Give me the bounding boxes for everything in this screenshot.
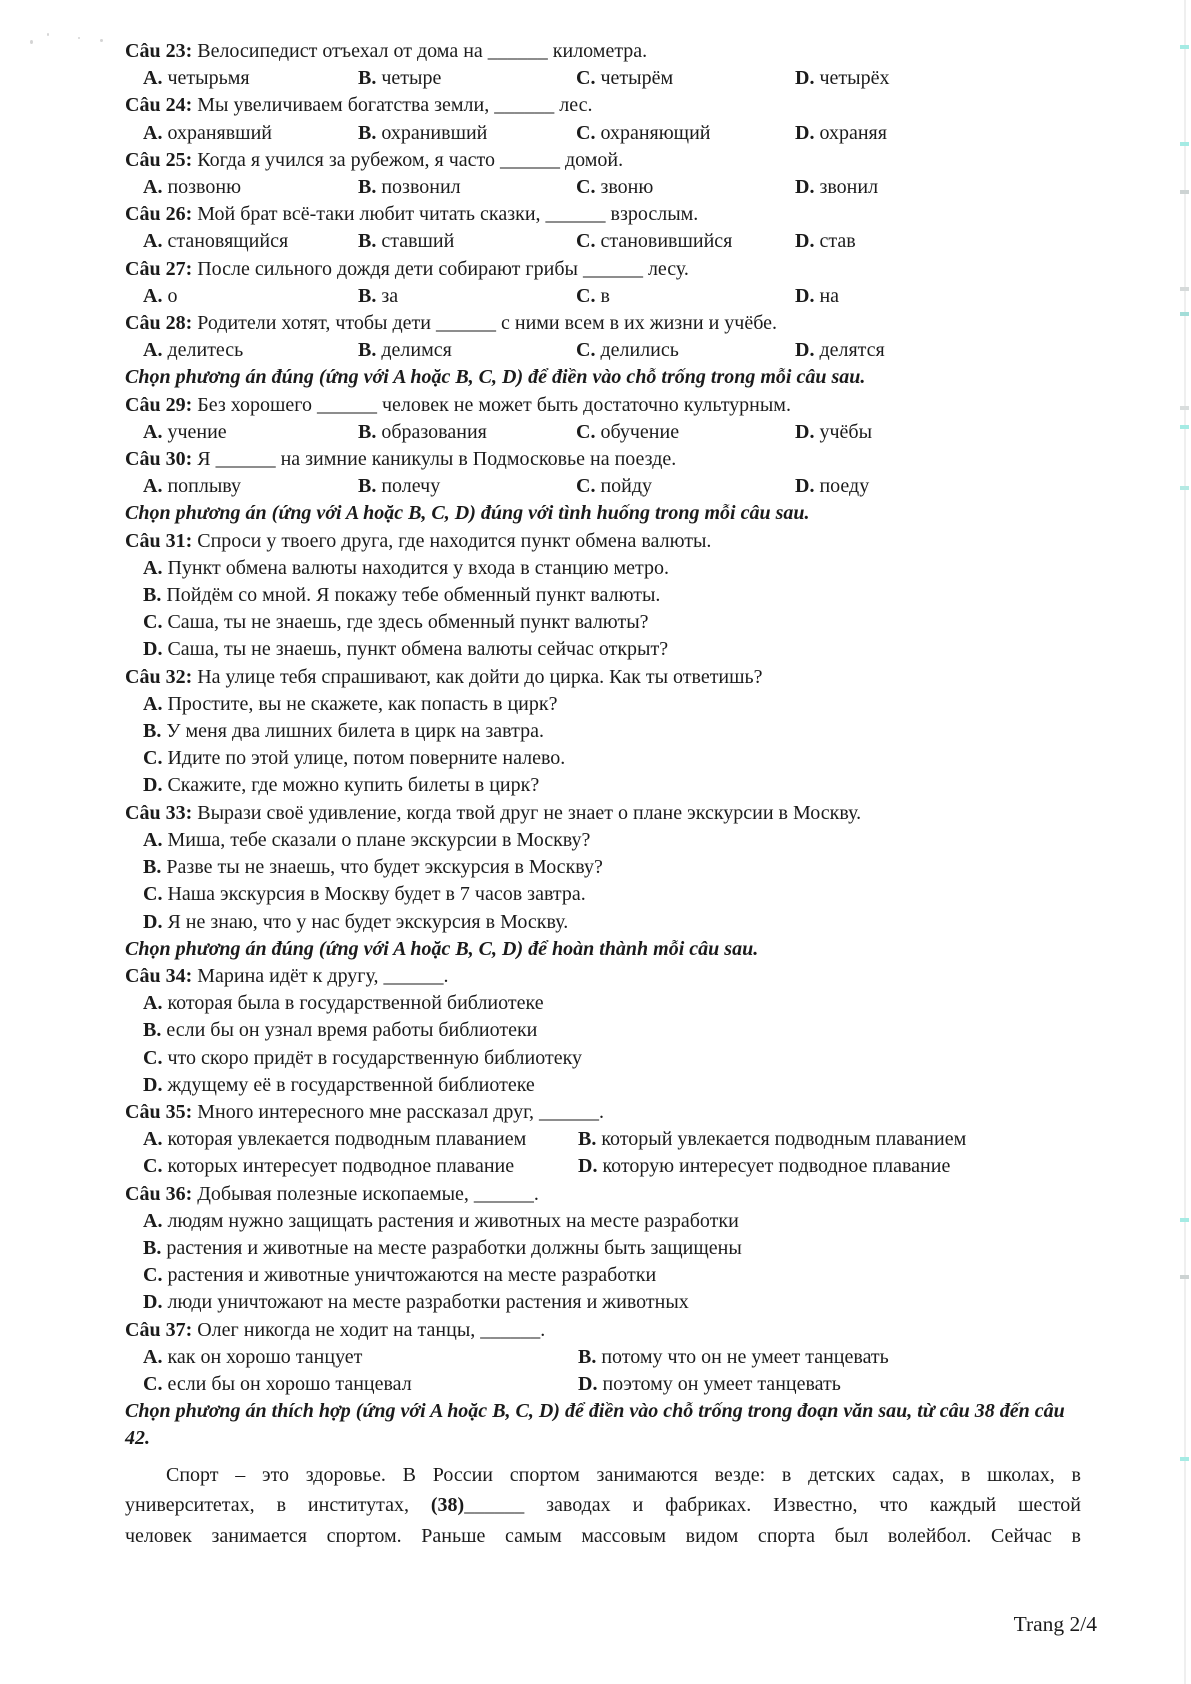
- option-letter: D.: [795, 475, 815, 498]
- option-text: поплыву: [167, 475, 242, 498]
- option-text: Наша экскурсия в Москву будет в 7 часов завтра.: [167, 883, 586, 906]
- options-row: [125, 419, 1081, 446]
- option-text: Идите по этой улице, потом поверните налево.: [167, 747, 566, 770]
- scan-speck: [100, 39, 103, 42]
- question-number: Câu 32:: [125, 665, 193, 688]
- option-letter: C.: [143, 747, 163, 770]
- option-b: [358, 337, 576, 364]
- question-text: Вырази своё удивление, когда твой друг не знает о плане экскурсии в Москву.: [197, 801, 862, 824]
- option-c: [125, 1262, 1081, 1289]
- option-text: охранявший: [167, 121, 272, 144]
- option-text: становящийся: [167, 230, 289, 253]
- option-b: [358, 283, 576, 310]
- option-d: [125, 636, 1081, 663]
- option-letter: C.: [576, 284, 596, 307]
- option-text: Саша, ты не знаешь, пункт обмена валюты сейчас открыт?: [167, 638, 669, 661]
- question-text: На улице тебя спрашивают, как дойти до цирка. Как ты ответишь?: [197, 665, 763, 688]
- scan-edge-tick: [1180, 406, 1189, 410]
- question-number: Câu 37:: [125, 1318, 193, 1341]
- option-text: в: [600, 284, 610, 307]
- question-25: [125, 147, 1081, 201]
- question-32: [125, 664, 1081, 800]
- question-number: Câu 36:: [125, 1182, 193, 1205]
- question-stem: [125, 800, 1081, 827]
- option-letter: A.: [143, 828, 163, 851]
- option-text: Скажите, где можно купить билеты в цирк?: [167, 774, 540, 797]
- option-b: [358, 228, 576, 255]
- option-letter: B.: [358, 339, 377, 362]
- option-text: У меня два лишних билета в цирк на завтра.: [166, 720, 544, 743]
- option-d: [795, 228, 1081, 255]
- passage-line: человек занимается спортом. Раньше самым массовым видом спорта был волейбол. Сейчас в: [125, 1524, 1081, 1547]
- option-text: Пункт обмена валюты находится у входа в станцию метро.: [167, 556, 670, 579]
- options-row: [125, 228, 1081, 255]
- section-heading-complete: Chọn phương án đúng (ứng với A hoặc B, C, D) để hoàn thành mỗi câu sau.: [125, 937, 759, 960]
- option-letter: A.: [143, 176, 163, 199]
- question-number: Câu 30:: [125, 448, 193, 471]
- question-number: Câu 26:: [125, 203, 193, 226]
- question-stem: [125, 1099, 1081, 1126]
- option-d: [795, 419, 1081, 446]
- option-c: [576, 473, 795, 500]
- question-number: Câu 34:: [125, 964, 193, 987]
- option-text: если бы он узнал время работы библиотеки: [166, 1019, 538, 1042]
- options-row: [125, 283, 1081, 310]
- option-text: позвонил: [381, 176, 461, 199]
- option-letter: B.: [143, 1236, 162, 1259]
- option-b: [125, 582, 1081, 609]
- option-letter: A.: [143, 1128, 163, 1151]
- section-heading-fill-blank: Chọn phương án đúng (ứng với A hoặc B, C, D) để điền vào chỗ trống trong mỗi câu sau.: [125, 366, 866, 389]
- question-28: [125, 310, 1081, 364]
- option-text: как он хорошо танцует: [167, 1345, 363, 1368]
- question-number: Câu 28:: [125, 312, 193, 335]
- option-text: образования: [381, 420, 487, 443]
- option-letter: C.: [576, 121, 596, 144]
- option-letter: D.: [795, 284, 815, 307]
- question-text: Без хорошего ______ человек не может быть достаточно культурным.: [197, 393, 791, 416]
- question-stem: [125, 310, 1081, 337]
- option-a: [143, 419, 358, 446]
- option-text: Саша, ты не знаешь, где здесь обменный пункт валюты?: [167, 611, 649, 634]
- option-d: [578, 1153, 1081, 1180]
- option-text: если бы он хорошо танцевал: [167, 1372, 412, 1395]
- option-text: звоню: [600, 176, 654, 199]
- option-text: которая была в государственной библиотеке: [167, 992, 544, 1015]
- option-a: [125, 990, 1081, 1017]
- option-letter: B.: [358, 176, 377, 199]
- option-text: охраняющий: [600, 121, 711, 144]
- question-text: Велосипедист отъехал от дома на ______ километра.: [197, 40, 648, 62]
- question-number: Câu 25:: [125, 148, 193, 171]
- option-letter: D.: [795, 67, 815, 90]
- option-text: становившийся: [600, 230, 733, 253]
- option-a: [125, 555, 1081, 582]
- option-letter: B.: [578, 1345, 597, 1368]
- option-text: охранивший: [381, 121, 488, 144]
- question-stem: [125, 256, 1081, 283]
- question-text: Олег никогда не ходит на танцы, ______.: [197, 1318, 546, 1341]
- option-b: [125, 1235, 1081, 1262]
- option-text: полечу: [381, 475, 441, 498]
- option-text: ждущему её в государственной библиотеке: [167, 1073, 535, 1096]
- question-stem: [125, 38, 1081, 65]
- option-d: [795, 174, 1081, 201]
- question-text: Спроси у твоего друга, где находится пункт обмена валюты.: [197, 529, 712, 552]
- option-text: став: [819, 230, 856, 253]
- option-d: [125, 909, 1081, 936]
- option-a: [143, 228, 358, 255]
- option-letter: A.: [143, 992, 163, 1015]
- option-letter: A.: [143, 420, 163, 443]
- question-text: Когда я учился за рубежом, я часто ______ домой.: [197, 148, 624, 171]
- option-text: потому что он не умеет танцевать: [601, 1345, 889, 1368]
- question-text: Мой брат всё-таки любит читать сказки, ______ взрослым.: [197, 203, 699, 226]
- option-text: делятся: [819, 339, 885, 362]
- option-text: Миша, тебе сказали о плане экскурсии в Москву?: [167, 828, 591, 851]
- option-b: [358, 65, 576, 92]
- option-text: делимся: [381, 339, 452, 362]
- option-letter: A.: [143, 475, 163, 498]
- option-b: [125, 1017, 1081, 1044]
- option-letter: B.: [143, 720, 162, 743]
- option-text: люди уничтожают на месте разработки растения и животных: [167, 1291, 689, 1314]
- option-letter: C.: [143, 1155, 163, 1178]
- option-text: делились: [600, 339, 679, 362]
- scan-speck: [78, 37, 80, 39]
- question-stem: [125, 147, 1081, 174]
- option-a: [125, 827, 1081, 854]
- option-d: [795, 337, 1081, 364]
- option-text: поеду: [819, 475, 870, 498]
- passage-text: университетах, в институтах,: [125, 1494, 431, 1517]
- section-heading-passage: Chọn phương án thích hợp (ứng với A hoặc B, C, D) để điền vào chỗ trống trong đoạn văn sau, từ câu 38 đến câu 42.: [125, 1400, 1065, 1450]
- option-text: Разве ты не знаешь, что будет экскурсия в Москву?: [166, 856, 603, 879]
- option-letter: A.: [143, 230, 163, 253]
- question-stem: [125, 963, 1081, 990]
- option-text: Пойдём со мной. Я покажу тебе обменный пункт валюты.: [166, 584, 661, 607]
- question-number: Câu 31:: [125, 529, 193, 552]
- options-row: [125, 337, 1081, 364]
- passage-line: Спорт – это здоровье. В России спортом занимаются везде: в детских садах, в школах, в: [166, 1463, 1081, 1486]
- blank-number-38: (38): [430, 1494, 465, 1517]
- option-text: Простите, вы не скажете, как попасть в цирк?: [167, 692, 558, 715]
- option-b: [358, 120, 576, 147]
- question-stem: [125, 201, 1081, 228]
- option-letter: D.: [795, 121, 815, 144]
- question-text: Мы увеличиваем богатства земли, ______ лес.: [197, 94, 593, 117]
- option-c: [576, 174, 795, 201]
- option-d: [795, 473, 1081, 500]
- scan-edge-tick: [1180, 425, 1189, 429]
- option-c: [576, 283, 795, 310]
- option-b: [358, 419, 576, 446]
- question-stem: [125, 1317, 1081, 1344]
- option-text: которую интересует подводное плавание: [602, 1155, 951, 1178]
- option-b: [358, 174, 576, 201]
- option-a: [143, 283, 358, 310]
- scan-edge-tick: [1180, 287, 1189, 291]
- option-letter: D.: [143, 1291, 163, 1314]
- question-number: Câu 27:: [125, 257, 193, 280]
- question-text: После сильного дождя дети собирают грибы ______ лесу.: [197, 257, 689, 280]
- option-letter: D.: [795, 420, 815, 443]
- option-a: [125, 691, 1081, 718]
- option-d: [795, 120, 1081, 147]
- option-text: четырьмя: [167, 67, 250, 90]
- question-number: Câu 29:: [125, 393, 193, 416]
- option-letter: D.: [578, 1155, 598, 1178]
- scan-edge-tick: [1180, 190, 1189, 194]
- question-number: Câu 24:: [125, 94, 193, 117]
- option-text: Я не знаю, что у нас будет экскурсия в Москву.: [167, 910, 569, 933]
- option-text: обучение: [600, 420, 680, 443]
- question-text: Я ______ на зимние каникулы в Подмосковье на поезде.: [197, 448, 677, 471]
- scan-edge-tick: [1180, 486, 1189, 490]
- question-29: [125, 392, 1081, 446]
- option-text: делитесь: [167, 339, 244, 362]
- option-text: людям нужно защищать растения и животных на месте разработки: [167, 1209, 739, 1232]
- option-letter: B.: [578, 1128, 597, 1151]
- question-stem: [125, 92, 1081, 119]
- question-24: [125, 92, 1081, 146]
- option-b: [125, 718, 1081, 745]
- option-letter: D.: [578, 1372, 598, 1395]
- option-c: [576, 337, 795, 364]
- option-letter: B.: [358, 284, 377, 307]
- option-text: учёбы: [819, 420, 873, 443]
- option-text: которая увлекается подводным плаванием: [167, 1128, 527, 1151]
- question-text: Родители хотят, чтобы дети ______ с ними всем в их жизни и учёбе.: [197, 312, 778, 335]
- scan-edge-tick: [1180, 1457, 1189, 1461]
- option-letter: C.: [576, 67, 596, 90]
- options-row: [125, 1344, 1081, 1398]
- option-a: [143, 1126, 578, 1153]
- scan-edge-tick: [1180, 1275, 1189, 1279]
- question-number: Câu 35:: [125, 1100, 193, 1123]
- option-letter: A.: [143, 692, 163, 715]
- question-33: [125, 800, 1081, 936]
- option-text: пойду: [600, 475, 653, 498]
- option-c: [125, 1045, 1081, 1072]
- option-text: позвоню: [167, 176, 242, 199]
- reading-passage: [125, 1460, 1081, 1552]
- option-a: [143, 473, 358, 500]
- option-letter: C.: [576, 420, 596, 443]
- scan-speck: [47, 33, 49, 36]
- option-a: [143, 65, 358, 92]
- option-letter: C.: [576, 339, 596, 362]
- option-text: учение: [167, 420, 227, 443]
- option-a: [143, 337, 358, 364]
- option-text: ставший: [381, 230, 455, 253]
- option-a: [125, 1208, 1081, 1235]
- question-23: [125, 38, 1081, 92]
- question-36: [125, 1181, 1081, 1317]
- option-b: [578, 1344, 1081, 1371]
- option-letter: A.: [143, 1345, 163, 1368]
- passage-line: [125, 1490, 1081, 1521]
- question-stem: [125, 392, 1081, 419]
- option-letter: A.: [143, 1209, 163, 1232]
- option-letter: B.: [358, 230, 377, 253]
- option-c: [125, 745, 1081, 772]
- option-letter: A.: [143, 339, 163, 362]
- question-26: [125, 201, 1081, 255]
- scan-edge-tick: [1180, 45, 1189, 49]
- option-letter: B.: [143, 856, 162, 879]
- option-letter: C.: [576, 176, 596, 199]
- option-letter: B.: [358, 121, 377, 144]
- option-c: [143, 1153, 578, 1180]
- option-d: [125, 1072, 1081, 1099]
- section-heading-situation: Chọn phương án (ứng với A hoặc B, C, D) đúng với tình huống trong mỗi câu sau.: [125, 502, 810, 525]
- option-letter: C.: [143, 1264, 163, 1287]
- option-text: на: [819, 284, 840, 307]
- option-text: четырём: [600, 67, 674, 90]
- option-text: растения и животные на месте разработки должны быть защищены: [166, 1236, 742, 1259]
- option-letter: C.: [143, 611, 163, 634]
- option-letter: C.: [143, 1372, 163, 1395]
- option-letter: D.: [143, 910, 163, 933]
- option-b: [358, 473, 576, 500]
- option-b: [125, 854, 1081, 881]
- option-letter: C.: [576, 230, 596, 253]
- question-stem: [125, 446, 1081, 473]
- option-d: [125, 1289, 1081, 1316]
- options-row: [125, 65, 1081, 92]
- option-letter: A.: [143, 67, 163, 90]
- option-letter: D.: [143, 774, 163, 797]
- option-d: [795, 65, 1081, 92]
- option-letter: D.: [795, 230, 815, 253]
- option-text: поэтому он умеет танцевать: [602, 1372, 841, 1395]
- question-number: Câu 33:: [125, 801, 193, 824]
- option-text: за: [381, 284, 399, 307]
- scan-speck: [30, 40, 33, 44]
- option-c: [576, 65, 795, 92]
- option-text: четыре: [381, 67, 442, 90]
- option-letter: B.: [143, 1019, 162, 1042]
- passage-text: ______ заводах и фабриках. Известно, что каждый шестой: [464, 1494, 1081, 1517]
- scan-edge-tick: [1180, 1218, 1189, 1222]
- option-letter: D.: [143, 638, 163, 661]
- question-27: [125, 256, 1081, 310]
- option-c: [143, 1371, 578, 1398]
- option-a: [143, 120, 358, 147]
- option-letter: D.: [795, 176, 815, 199]
- option-c: [576, 419, 795, 446]
- question-number: Câu 23:: [125, 40, 193, 62]
- option-letter: C.: [143, 883, 163, 906]
- question-31: [125, 528, 1081, 664]
- option-d: [578, 1371, 1081, 1398]
- option-d: [125, 772, 1081, 799]
- option-letter: C.: [143, 1046, 163, 1069]
- option-letter: D.: [143, 1073, 163, 1096]
- option-a: [143, 174, 358, 201]
- option-letter: B.: [143, 584, 162, 607]
- option-d: [795, 283, 1081, 310]
- options-row: [125, 174, 1081, 201]
- option-text: который увлекается подводным плаванием: [601, 1128, 967, 1151]
- option-c: [576, 228, 795, 255]
- option-letter: D.: [795, 339, 815, 362]
- options-row: [125, 1126, 1081, 1180]
- option-letter: B.: [358, 67, 377, 90]
- option-text: что скоро придёт в государственную библиотеку: [167, 1046, 583, 1069]
- option-a: [143, 1344, 578, 1371]
- question-text: Добывая полезные ископаемые, ______.: [197, 1182, 539, 1205]
- options-row: [125, 473, 1081, 500]
- options-row: [125, 120, 1081, 147]
- option-letter: A.: [143, 121, 163, 144]
- question-34: [125, 963, 1081, 1099]
- question-stem: [125, 664, 1081, 691]
- option-letter: A.: [143, 284, 163, 307]
- option-c: [125, 881, 1081, 908]
- option-text: растения и животные уничтожаются на месте разработки: [167, 1264, 657, 1287]
- question-stem: [125, 1181, 1081, 1208]
- scan-edge-tick: [1180, 312, 1189, 316]
- scan-edge-line: [1184, 0, 1186, 1684]
- option-text: охраняя: [819, 121, 887, 144]
- question-stem: [125, 528, 1081, 555]
- option-text: которых интересует подводное плавание: [167, 1155, 515, 1178]
- option-c: [576, 120, 795, 147]
- option-c: [125, 609, 1081, 636]
- option-text: о: [167, 284, 178, 307]
- option-b: [578, 1126, 1081, 1153]
- option-text: звонил: [819, 176, 879, 199]
- option-text: четырёх: [819, 67, 890, 90]
- scan-edge-tick: [1180, 142, 1189, 146]
- question-37: [125, 1317, 1081, 1399]
- question-35: [125, 1099, 1081, 1181]
- option-letter: C.: [576, 475, 596, 498]
- question-text: Марина идёт к другу, ______.: [197, 964, 449, 987]
- page-footer: Trang 2/4: [1013, 1612, 1097, 1636]
- option-letter: B.: [358, 475, 377, 498]
- question-text: Много интересного мне рассказал друг, ______.: [197, 1100, 605, 1123]
- question-30: [125, 446, 1081, 500]
- option-letter: B.: [358, 420, 377, 443]
- option-letter: A.: [143, 556, 163, 579]
